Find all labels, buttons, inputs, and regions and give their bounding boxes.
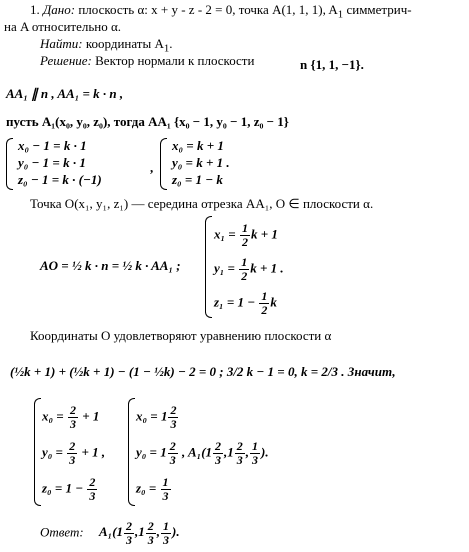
- sys3-x: x₁ = $\frac{1}{2}$ k + 1: [214, 221, 278, 249]
- let-line: пусть A₁(x₀, y₀, z₀), тогда AA₁ {x₀ − 1, y₀ − 1, z₀ − 1}: [6, 114, 289, 129]
- ao-equation: AO = ½ k · n = ½ k · AA₁ ;: [40, 258, 181, 273]
- normal-vector: n {1, 1, −1}.: [300, 57, 364, 72]
- answer-line: Ответ: A₁(1 $\frac{2}{3}$ ,1 $\frac{2}{3}$ , $\frac{1}{3}$ ).: [40, 519, 180, 547]
- brace-4: [34, 398, 41, 506]
- plane-equation: (½k + 1) + (½k + 1) − (1 − ½k) − 2 = 0 ; 3/2 k − 1 = 0, k = 2/3 . Значит,: [10, 364, 396, 379]
- task-line-1: 1. Дано: плоскость α: x + y - z - 2 = 0, точка A(1, 1, 1), $A_1$ симметрич-: [30, 2, 412, 21]
- sys5-y: y₀ = 1 $\frac{2}{3}$ , A₁(1 $\frac{2}{3}$ ,1 $\frac{2}{3}$ , $\frac{1}{3}$ ).: [136, 439, 269, 467]
- sys5-x: x₀ = 1 $\frac{2}{3}$: [136, 403, 177, 431]
- brace-3: [205, 216, 212, 318]
- brace-2: [160, 138, 167, 190]
- point-o-line: Точка O(x₁, y₁, z₁) — середина отрезка AA₁, O ∈ плоскости α.: [30, 196, 374, 211]
- sys3-z: z₁ = 1 − $\frac{1}{2}$ k: [214, 289, 277, 317]
- sys4-x: x₀ = $\frac{2}{3}$ + 1: [42, 403, 100, 431]
- task-line-2: на A относительно α.: [4, 19, 122, 34]
- sys3-y: y₁ = $\frac{1}{2}$ k + 1 .: [214, 255, 284, 283]
- solution-line: Решение: Вектор нормали к плоскости: [40, 53, 255, 68]
- sys5-z: z₀ = $\frac{1}{3}$: [136, 475, 169, 503]
- sys4-z: z₀ = 1 − $\frac{2}{3}$: [42, 475, 96, 503]
- coords-line: Координаты O удовлетворяют уравнению плоскости α: [30, 328, 332, 343]
- brace-1: [6, 138, 13, 190]
- brace-5: [128, 398, 135, 506]
- parallel-line: AA₁ ∥ n , AA₁ = k · n ,: [6, 86, 124, 101]
- sys4-y: y₀ = $\frac{2}{3}$ + 1 ,: [42, 439, 106, 467]
- find-line: Найти: координаты $A_1$.: [40, 36, 173, 55]
